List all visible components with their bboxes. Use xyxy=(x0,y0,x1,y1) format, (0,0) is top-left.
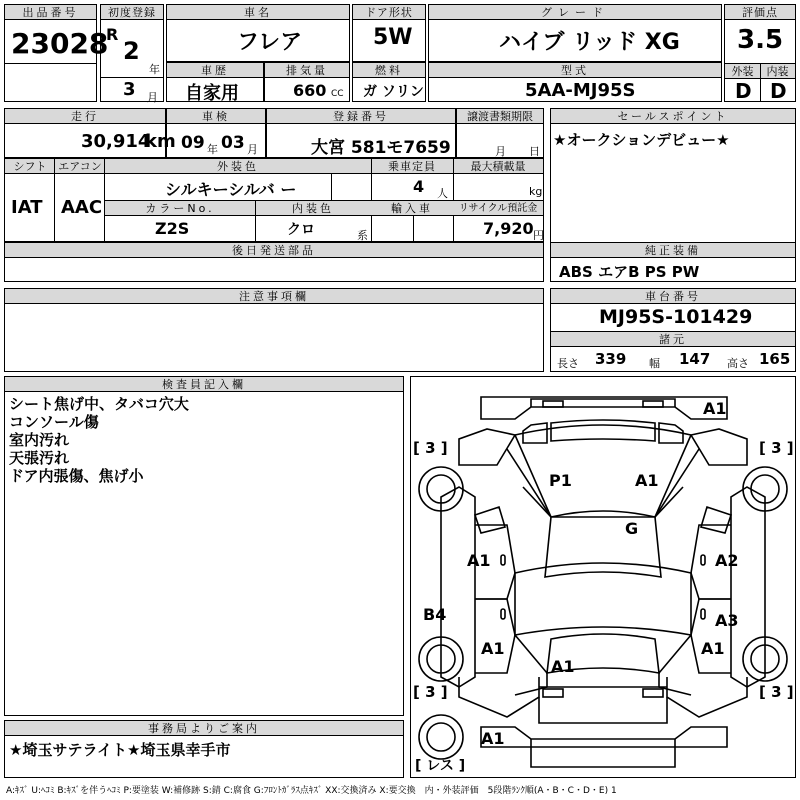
length-label: 長さ xyxy=(557,357,579,370)
displacement: 660 xyxy=(293,81,327,100)
tire-left-rear: [ 3 ] xyxy=(413,683,448,701)
sales-point-box xyxy=(550,108,796,256)
tire-value: 3 xyxy=(425,439,436,457)
inspection-month-unit: 月 xyxy=(247,143,258,156)
mark-rear-glass: A1 xyxy=(551,657,575,676)
lot-number: 23028 xyxy=(11,27,109,60)
inspector-lines xyxy=(9,395,189,485)
history-box xyxy=(166,62,264,102)
tire-value: 3 xyxy=(771,683,782,701)
tire-right-rear: [ 3 ] xyxy=(759,683,794,701)
interior-color: クロ xyxy=(287,222,315,238)
inspector-line: シート焦げ中、タバコ穴大 xyxy=(9,395,189,413)
max-load-header: 最大積載量 xyxy=(453,159,543,174)
later-parts-box xyxy=(4,242,544,282)
exterior-score: D xyxy=(735,79,752,103)
plate-box xyxy=(266,108,456,158)
office-header: 事務局よりご案内 xyxy=(5,721,403,736)
fuel: ガ ソリン xyxy=(363,84,424,100)
transfer-box xyxy=(456,108,544,158)
spec-grid xyxy=(4,158,544,242)
overall-score: 3.5 xyxy=(737,25,784,55)
mark-left-sill: B4 xyxy=(423,605,447,624)
inspection-year: 09 xyxy=(181,133,205,153)
history: 自家用 xyxy=(185,83,239,104)
spec-header: 諸元 xyxy=(551,332,795,347)
exterior-color: シルキーシルバ ー xyxy=(165,180,297,199)
transfer-header: 譲渡書類期限 xyxy=(457,109,543,124)
mark-rear-bumper: A1 xyxy=(481,729,505,748)
equipment-box xyxy=(550,242,796,282)
plate-number: 大宮 581モ7659 xyxy=(311,138,451,158)
grade-box xyxy=(428,4,722,62)
recycle-header: リサイクル預託金 xyxy=(453,201,543,216)
length: 339 xyxy=(595,350,627,368)
import-header: 輸入車 xyxy=(371,201,453,216)
height-label: 高さ xyxy=(727,357,749,370)
fuel-header: 燃料 xyxy=(353,63,425,78)
plate-header: 登録番号 xyxy=(267,109,455,124)
lot-number-box xyxy=(4,4,109,102)
equipment-header: 純正装備 xyxy=(551,243,795,258)
inspector-header: 検査員記入欄 xyxy=(5,377,403,392)
car-name-box xyxy=(166,4,350,62)
grade-header: グレード xyxy=(429,5,721,20)
first-registration-box xyxy=(100,4,164,102)
mark-hood-right: A1 xyxy=(635,471,659,490)
mileage: 30,914 xyxy=(81,131,151,152)
mileage-box xyxy=(4,108,176,158)
tire-value: 3 xyxy=(425,683,436,701)
inspector-box xyxy=(4,376,404,716)
door-header: ドア形状 xyxy=(353,5,425,20)
inspector-line: コンソール傷 xyxy=(9,413,99,431)
capacity: 4 xyxy=(413,177,425,196)
month-unit: 月 xyxy=(147,91,158,104)
inspector-line: 室内汚れ xyxy=(9,431,70,449)
mark-front-bumper: A1 xyxy=(703,399,727,418)
history-header: 車歴 xyxy=(167,63,263,78)
interior-score-header: 内装 xyxy=(760,64,795,79)
mileage-header: 走行 xyxy=(5,109,165,124)
mark-left-rear-door: A1 xyxy=(481,639,505,658)
equipment-text: ABS エアB PS PW xyxy=(559,263,700,281)
year-unit: 年 xyxy=(149,63,160,76)
tire-right-front: [ 3 ] xyxy=(759,439,794,457)
model-header: 型式 xyxy=(429,63,721,78)
aircon-header: エアコン xyxy=(55,159,105,174)
mark-right-rear: A1 xyxy=(701,639,725,658)
grade: ハイブ リッド XG xyxy=(499,30,680,55)
mark-roof: G xyxy=(625,519,639,538)
office-text: ★埼玉サテライト★埼玉県幸手市 xyxy=(9,741,231,759)
score-header: 評価点 xyxy=(725,5,795,20)
first-registration-year: 2 xyxy=(123,37,140,65)
km-unit: km xyxy=(145,131,176,152)
interior-score: D xyxy=(770,79,787,103)
chassis-number: MJ95S-101429 xyxy=(599,306,753,328)
legend: A:ｷｽﾞ U:ﾍｺﾐ B:ｷｽﾞを伴うﾍｺﾐ P:要塗装 W:補修跡 S:錆 C:腐食 G:ﾌﾛﾝﾄｶﾞﾗｽ点ｷｽﾞ XX:交換済み X:要交換 内・外装評価 5段階ﾗﾝｸ順(A・B・C・D・E) 1 xyxy=(6,786,617,796)
color-no-header: カラーNo. xyxy=(105,201,255,216)
inspection-header: 車検 xyxy=(167,109,265,124)
tire-left-front: [ 3 ] xyxy=(413,439,448,457)
car-name: フレア xyxy=(237,30,303,55)
office-box xyxy=(4,720,404,778)
inspection-box xyxy=(166,108,266,158)
inspection-month: 03 xyxy=(221,133,245,153)
sales-point-header: セールスポイント xyxy=(551,109,795,124)
car-name-header: 車名 xyxy=(167,5,349,20)
fuel-box xyxy=(352,62,426,102)
score-box xyxy=(724,4,796,102)
tire-value: 3 xyxy=(771,439,782,457)
first-registration-era: R xyxy=(106,25,119,44)
shift-header: シフト xyxy=(5,159,55,174)
width: 147 xyxy=(679,350,711,368)
mark-left-front-door: A1 xyxy=(467,551,491,570)
recycle-unit: 円 xyxy=(533,229,544,242)
aircon: AAC xyxy=(61,197,103,218)
spare-value: レス xyxy=(426,758,454,774)
cc-unit: CC xyxy=(331,89,344,99)
chassis-box xyxy=(550,288,796,372)
max-load-unit: kg xyxy=(529,185,543,198)
spare-tire: [ レス ] xyxy=(415,758,466,774)
displacement-header: 排気量 xyxy=(265,63,349,78)
notes-box xyxy=(4,288,544,372)
exterior-score-header: 外装 xyxy=(725,64,760,79)
lot-number-header: 出品番号 xyxy=(5,5,96,20)
chassis-header: 車台番号 xyxy=(551,289,795,304)
car-outline xyxy=(411,377,795,777)
interior-color-header: 内装色 xyxy=(255,201,371,216)
later-parts-header: 後日発送部品 xyxy=(5,243,543,258)
mark-right-rear-door: A3 xyxy=(715,611,739,630)
inspector-line: 天張汚れ xyxy=(9,449,70,467)
displacement-box xyxy=(264,62,350,102)
color-no: Z2S xyxy=(155,219,190,238)
height: 165 xyxy=(759,350,791,368)
model-box xyxy=(428,62,722,102)
inspector-line: ドア内張傷、焦げ小 xyxy=(9,467,144,485)
damage-diagram xyxy=(410,376,796,778)
notes-header: 注意事項欄 xyxy=(5,289,543,304)
first-registration-month: 3 xyxy=(123,79,136,100)
inspection-year-unit: 年 xyxy=(207,143,218,156)
transfer-day-unit: 日 xyxy=(529,145,540,158)
door-box xyxy=(352,4,426,62)
width-label: 幅 xyxy=(649,357,660,370)
recycle-fee: 7,920 xyxy=(483,219,534,238)
door-type: 5W xyxy=(373,25,413,50)
first-registration-header: 初度登録 xyxy=(101,5,163,20)
interior-color-suffix: 系 xyxy=(357,229,368,242)
model-code: 5AA-MJ95S xyxy=(525,80,636,101)
exterior-color-header: 外装色 xyxy=(105,159,371,174)
capacity-header: 乗車定員 xyxy=(371,159,453,174)
mark-hood: P1 xyxy=(549,471,572,490)
mark-right-front-door: A2 xyxy=(715,551,739,570)
transfer-month-unit: 月 xyxy=(495,145,506,158)
shift: IAT xyxy=(11,197,43,218)
capacity-unit: 人 xyxy=(437,187,448,200)
sales-point-text: ★オークションデビュー★ xyxy=(553,131,730,149)
